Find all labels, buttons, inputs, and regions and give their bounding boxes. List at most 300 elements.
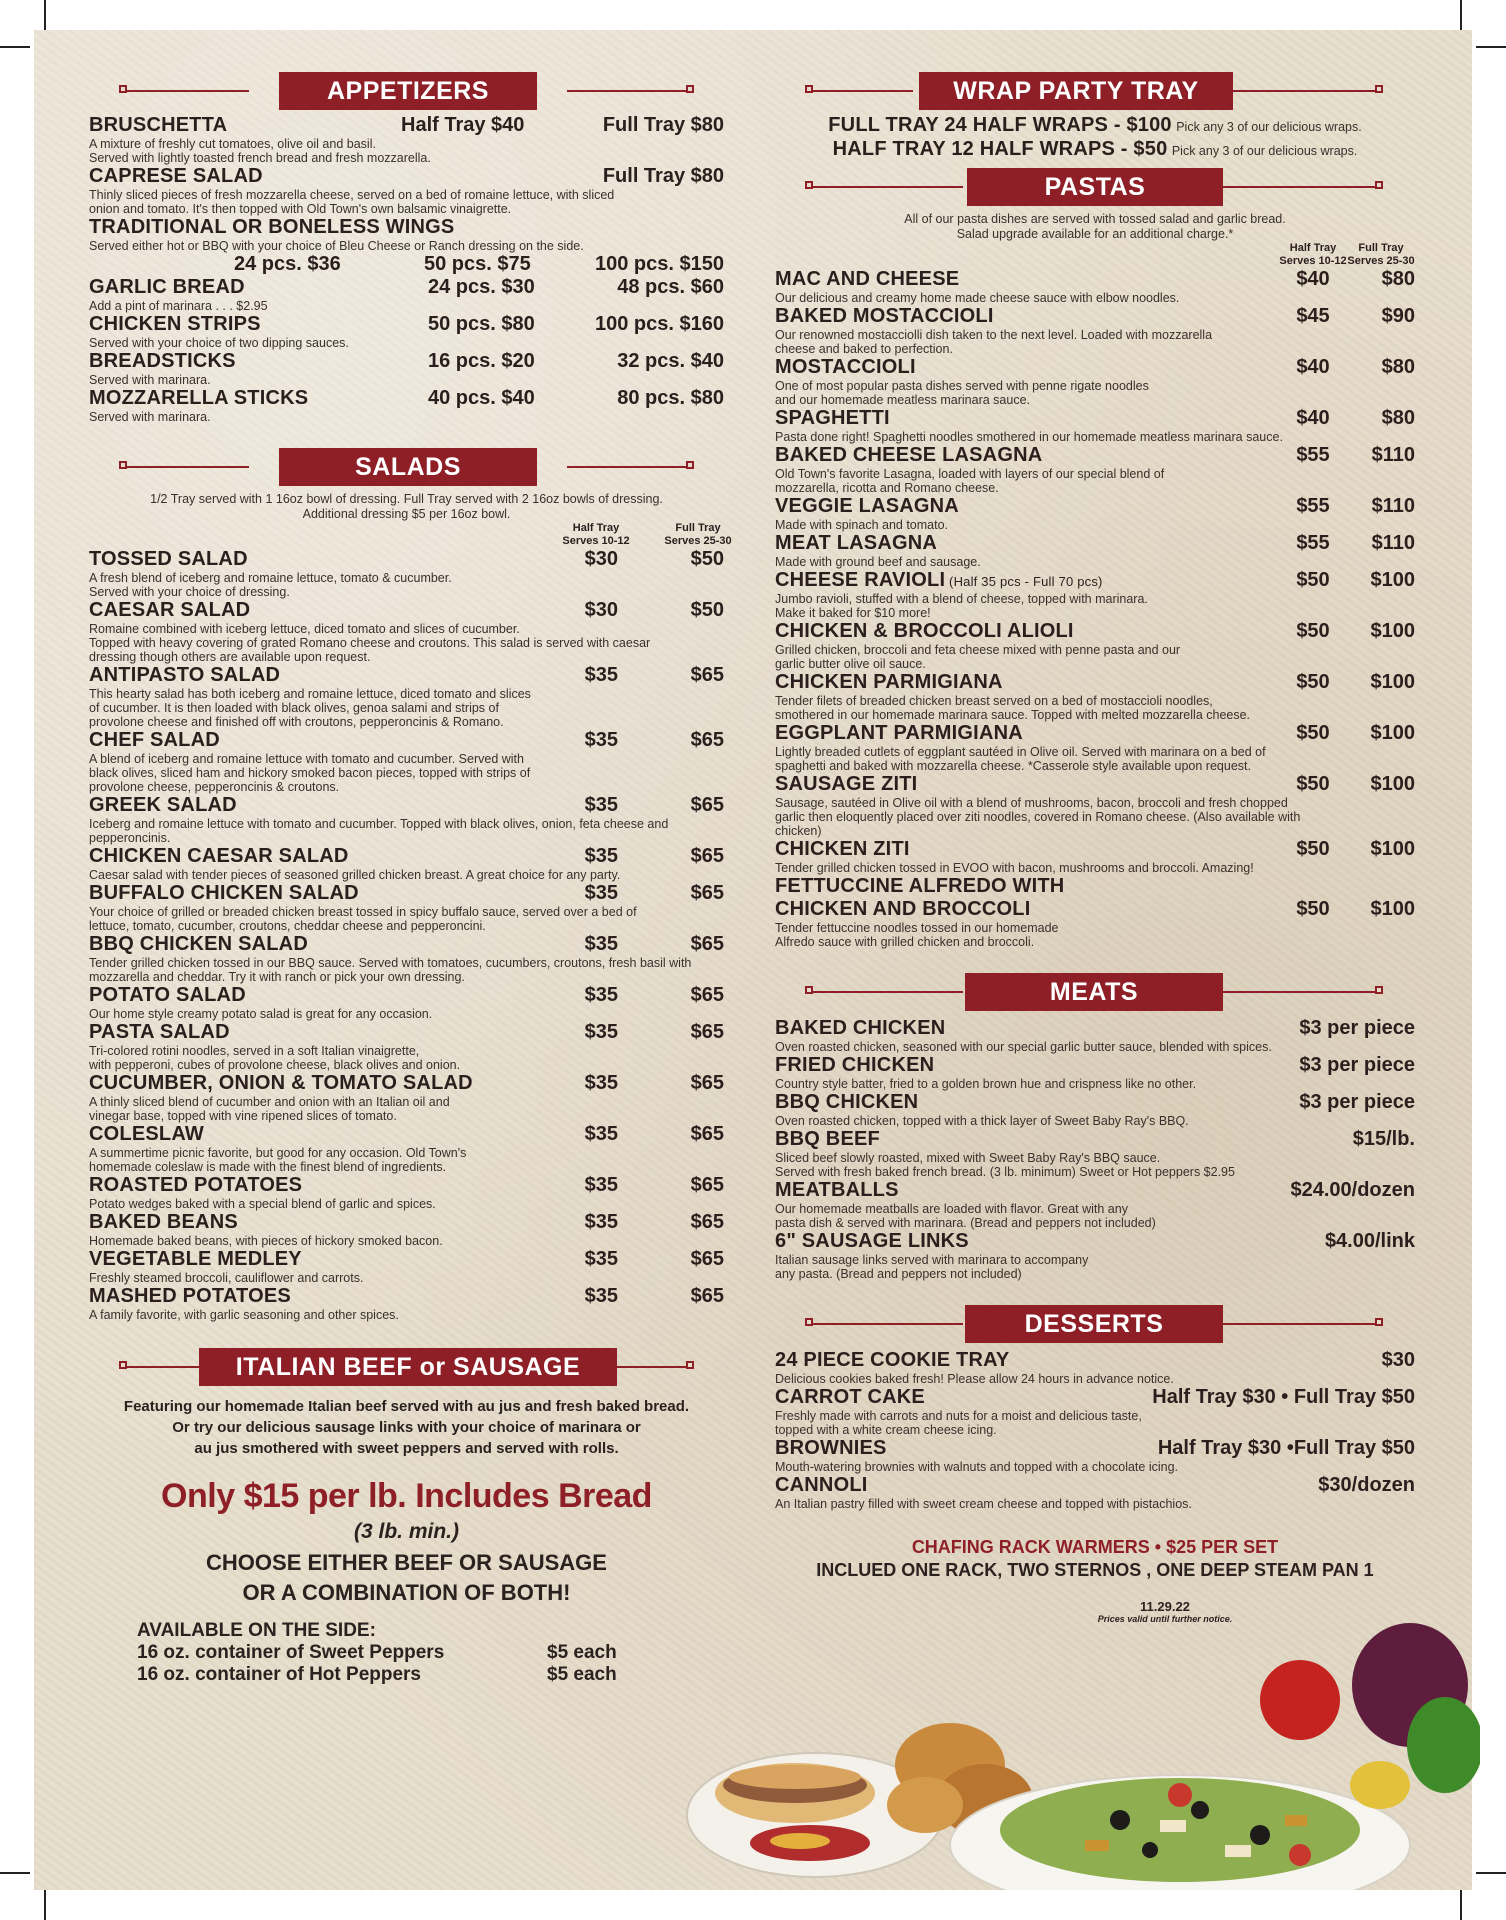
- menu-item: [89, 1072, 724, 1123]
- item-description: Oven roasted chicken, seasoned with our special garlic butter sauce, blended with spices.: [775, 1040, 1272, 1054]
- side-price: $5 each: [547, 1642, 617, 1663]
- rule-cap: [686, 85, 694, 93]
- menu-item: [775, 722, 1415, 773]
- menu-item: [89, 548, 724, 599]
- salads-note: 1/2 Tray served with 1 16oz bowl of dressing. Full Tray served with 2 16oz bowls of dressing.: [150, 492, 663, 506]
- wrap-note: Pick any 3 of our delicious wraps.: [1176, 120, 1362, 134]
- item-row: [775, 268, 1415, 291]
- item-name: BAKED MOSTACCIOLI: [775, 305, 994, 327]
- item-description: Your choice of grilled or breaded chicken breast tossed in spicy buffalo sauce, served over a bed of lettuce, tomato, cucumber, croutons, cheddar cheese and pepperoncini.: [89, 905, 637, 933]
- wrap-half-tray: HALF TRAY 12 HALF WRAPS - $50: [832, 138, 1168, 160]
- item-row: [89, 1211, 724, 1234]
- item-row: [775, 569, 1415, 592]
- item-price-half: $35: [584, 933, 618, 955]
- item-row: [89, 1174, 724, 1197]
- rule-cap: [1375, 181, 1383, 189]
- pastas-note: All of our pasta dishes are served with tossed salad and garlic bread.: [904, 212, 1286, 226]
- item-price-half: $35: [584, 984, 618, 1006]
- rule-line: [1233, 90, 1377, 92]
- item-name: CAPRESE SALAD: [89, 165, 263, 187]
- item-row: [775, 722, 1415, 745]
- item-name: TOSSED SALAD: [89, 548, 248, 570]
- beef-minimum: (3 lb. min.): [354, 1520, 459, 1543]
- item-description: Sausage, sautéed in Olive oil with a blend of mushrooms, bacon, broccoli and fresh chopped garlic then eloquently placed over ziti noodles, covered in Romano cheese. (Also available with chicken): [775, 796, 1301, 838]
- chafing-info: [775, 1537, 1415, 1581]
- section-title: PASTAS: [967, 168, 1223, 206]
- item-name: CHICKEN STRIPS: [89, 313, 261, 335]
- beef-choice-text: CHOOSE EITHER BEEF OR SAUSAGE: [206, 1550, 607, 1575]
- item-price-half: $35: [584, 1285, 618, 1307]
- rule-line: [127, 466, 249, 468]
- salads-list: [89, 548, 724, 1322]
- crop-mark: [0, 1872, 30, 1874]
- menu-item: [89, 1174, 724, 1211]
- item-name: CAESAR SALAD: [89, 599, 251, 621]
- item-row: [89, 1285, 724, 1308]
- item-price-full: $90: [1381, 305, 1415, 327]
- crop-mark: [1476, 46, 1506, 48]
- meats-list: [775, 1017, 1415, 1281]
- item-name: ROASTED POTATOES: [89, 1174, 303, 1196]
- side-title: AVAILABLE ON THE SIDE:: [137, 1620, 376, 1641]
- item-description: Served either hot or BBQ with your choice of Bleu Cheese or Ranch dressing on the side.: [89, 239, 584, 253]
- salads-header: [89, 448, 724, 486]
- item-price-half: $50: [1296, 722, 1330, 744]
- item-price: $3 per piece: [1299, 1017, 1415, 1039]
- item-price-full: $65: [690, 729, 724, 751]
- item-description: Our renowned mostacciolli dish taken to the next level. Loaded with mozzarella cheese and baked to perfection.: [775, 328, 1213, 356]
- item-price-half: $50: [1296, 773, 1330, 795]
- rule-line: [1223, 1323, 1377, 1325]
- item-price-half: $35: [584, 1174, 618, 1196]
- item-description: Country style batter, fried to a golden brown hue and crispness like no other.: [775, 1077, 1197, 1091]
- item-price-half: $35: [584, 845, 618, 867]
- menu-item: [89, 165, 724, 216]
- menu-item: [89, 216, 724, 276]
- item-name: SAUSAGE ZITI: [775, 773, 918, 795]
- item-row: [775, 838, 1415, 861]
- side-price: $5 each: [547, 1664, 617, 1685]
- rule-cap: [686, 461, 694, 469]
- item-name: TRADITIONAL OR BONELESS WINGS: [89, 216, 455, 238]
- item-row: [775, 1230, 1415, 1253]
- item-price: 24 pcs. $30: [428, 276, 535, 298]
- item-price-full: $100: [1370, 773, 1415, 795]
- item-price-full: $65: [690, 845, 724, 867]
- item-price-half: $55: [1296, 495, 1330, 517]
- item-price: Full Tray $80: [602, 165, 724, 187]
- item-description: Sliced beef slowly roasted, mixed with Sweet Baby Ray's BBQ sauce. Served with fresh baked french bread. (3 lb. minimum) Sweet or Hot peppers $2.95: [775, 1151, 1235, 1179]
- item-name: BAKED CHICKEN: [775, 1017, 946, 1039]
- wrap-full-tray: FULL TRAY 24 HALF WRAPS - $100: [828, 114, 1172, 136]
- right-column: [775, 72, 1415, 1624]
- menu-item: [775, 1054, 1415, 1091]
- chafing-detail: INCLUED ONE RACK, TWO STERNOS , ONE DEEP STEAM PAN 1: [816, 1560, 1374, 1580]
- rule-cap: [1375, 85, 1383, 93]
- side-options: [137, 1620, 724, 1686]
- rule-cap: [805, 181, 813, 189]
- item-description: Our homemade meatballs are loaded with flavor. Great with any pasta dish & served with marinara. (Bread and peppers not included): [775, 1202, 1156, 1230]
- menu-item: [775, 1437, 1415, 1474]
- menu-item: [775, 356, 1415, 407]
- item-description: This hearty salad has both iceberg and romaine lettuce, diced tomato and slices of cucumber. It is then loaded with black olives, genoa salami and strips of provolone cheese and finished off with croutons, pepperoncinis & Romano.: [89, 687, 531, 729]
- menu-item: [775, 620, 1415, 671]
- pastas-header: [775, 168, 1415, 206]
- rule-line: [127, 90, 249, 92]
- crop-mark: [1460, 1890, 1462, 1920]
- item-description: An Italian pastry filled with sweet cream cheese and topped with pistachios.: [775, 1497, 1192, 1511]
- price-validity: Prices valid until further notice.: [1097, 1614, 1233, 1624]
- item-description: Made with ground beef and sausage.: [775, 555, 981, 569]
- item-name: MOSTACCIOLI: [775, 356, 916, 378]
- item-price-full: $65: [690, 1285, 724, 1307]
- item-description: Potato wedges baked with a special blend of garlic and spices.: [89, 1197, 436, 1211]
- rule-line: [813, 991, 963, 993]
- item-name: BRUSCHETTA: [89, 114, 228, 136]
- half-tray-header: Half Tray: [1289, 242, 1337, 254]
- item-description: Served with lightly toasted french bread and fresh mozzarella.: [89, 151, 431, 165]
- item-description: Italian sausage links served with marinara to accompany any pasta. (Bread and peppers not included): [775, 1253, 1089, 1281]
- rule-line: [813, 90, 913, 92]
- menu-item: [775, 532, 1415, 569]
- rule-line: [813, 1323, 963, 1325]
- item-name-wrap: [775, 569, 1279, 592]
- item-name: SPAGHETTI: [775, 407, 890, 429]
- item-row: [89, 1248, 724, 1271]
- menu-item: [89, 933, 724, 984]
- item-name: MEATBALLS: [775, 1179, 899, 1201]
- item-name: CHICKEN CAESAR SALAD: [89, 845, 349, 867]
- half-tray-serves: Serves 10-12: [562, 535, 630, 547]
- item-price-half: $55: [1296, 532, 1330, 554]
- rule-cap: [119, 85, 127, 93]
- appetizers-header: [89, 72, 724, 110]
- item-description: A fresh blend of iceberg and romaine lettuce, tomato & cucumber. Served with your choice of dressing.: [89, 571, 452, 599]
- item-price-full: $65: [690, 1123, 724, 1145]
- item-name: VEGETABLE MEDLEY: [89, 1248, 302, 1270]
- section-title: WRAP PARTY TRAY: [919, 72, 1233, 110]
- item-price-full: $65: [690, 1021, 724, 1043]
- menu-item: [89, 599, 724, 664]
- item-price-full: $110: [1371, 444, 1415, 466]
- item-price: 48 pcs. $60: [617, 276, 724, 298]
- item-row: [89, 1072, 724, 1095]
- pastas-list: [775, 268, 1415, 875]
- item-price: $30: [1381, 1349, 1415, 1371]
- item-price-full: $65: [690, 1211, 724, 1233]
- item-price-half: $35: [584, 1072, 618, 1094]
- side-item: 16 oz. container of Sweet Peppers: [137, 1642, 445, 1663]
- item-price-full: $100: [1370, 620, 1415, 642]
- rule-cap: [119, 461, 127, 469]
- item-row: [89, 1123, 724, 1146]
- item-name: VEGGIE LASAGNA: [775, 495, 959, 517]
- item-price-half: $45: [1296, 305, 1330, 327]
- item-price-half: $50: [1296, 838, 1330, 860]
- item-name-wrap: [775, 532, 1279, 555]
- menu-item: [775, 1128, 1415, 1179]
- full-tray-serves: Serves 25-30: [664, 535, 732, 547]
- item-row: [89, 882, 724, 905]
- full-tray-header: Full Tray: [1358, 242, 1404, 254]
- item-row: [775, 1386, 1415, 1409]
- item-description: Served with your choice of two dipping sauces.: [89, 336, 349, 350]
- item-price-half: $40: [1296, 268, 1330, 290]
- rule-line: [127, 1366, 207, 1368]
- wrap-note: Pick any 3 of our delicious wraps.: [1171, 144, 1358, 158]
- rule-line: [567, 466, 687, 468]
- item-name: 6" SAUSAGE LINKS: [775, 1230, 969, 1252]
- item-price-full: $65: [690, 664, 724, 686]
- menu-item: [89, 1123, 724, 1174]
- item-name: POTATO SALAD: [89, 984, 246, 1006]
- item-price-half: $50: [1296, 569, 1330, 591]
- item-price: 100 pcs. $150: [595, 253, 724, 275]
- item-description: Add a pint of marinara . . . $2.95: [89, 299, 268, 313]
- item-price: $3 per piece: [1299, 1054, 1415, 1076]
- item-price: 50 pcs. $75: [424, 253, 531, 275]
- item-note: (Half 35 pcs - Full 70 pcs): [945, 574, 1103, 589]
- desserts-header: [775, 1305, 1415, 1343]
- item-price: 16 pcs. $20: [428, 350, 535, 372]
- item-name: FRIED CHICKEN: [775, 1054, 935, 1076]
- menu-item: [775, 305, 1415, 356]
- menu-item: [89, 1021, 724, 1072]
- crop-mark: [1460, 0, 1462, 30]
- menu-item: [775, 875, 1415, 949]
- item-price: Half Tray $30 • Full Tray $50: [1152, 1386, 1415, 1408]
- item-price-full: $65: [690, 794, 724, 816]
- rule-cap: [1375, 1318, 1383, 1326]
- item-price: 24 pcs. $36: [234, 253, 341, 275]
- item-description: A summertime picnic favorite, but good for any occasion. Old Town's homemade coleslaw is made with the finest blend of ingredients.: [89, 1146, 467, 1174]
- desserts-list: [775, 1349, 1415, 1511]
- item-row: [775, 407, 1415, 430]
- item-description: Served with marinara.: [89, 373, 211, 387]
- item-name-wrap: [775, 838, 1279, 861]
- rule-cap: [686, 1361, 694, 1369]
- item-name: CARROT CAKE: [775, 1386, 925, 1408]
- item-price: Full Tray $80: [602, 114, 724, 136]
- item-price-full: $65: [690, 933, 724, 955]
- item-row: [775, 305, 1415, 328]
- menu-item: [89, 350, 724, 387]
- rule-cap: [119, 1361, 127, 1369]
- full-tray-header: Full Tray: [675, 522, 721, 534]
- item-name: BBQ CHICKEN: [775, 1091, 919, 1113]
- item-price: 40 pcs. $40: [428, 387, 535, 409]
- item-name: BUFFALO CHICKEN SALAD: [89, 882, 359, 904]
- item-price-full: $65: [690, 882, 724, 904]
- section-title: DESSERTS: [965, 1305, 1223, 1343]
- item-description: Homemade baked beans, with pieces of hickory smoked bacon.: [89, 1234, 443, 1248]
- item-price-full: $65: [690, 1072, 724, 1094]
- menu-item: [775, 1179, 1415, 1230]
- item-price: 100 pcs. $160: [595, 313, 724, 335]
- item-name: PASTA SALAD: [89, 1021, 230, 1043]
- section-title: SALADS: [279, 448, 537, 486]
- item-name: CHEF SALAD: [89, 729, 220, 751]
- item-price-half: $40: [1296, 407, 1330, 429]
- menu-item: [775, 1091, 1415, 1128]
- item-price-full: $50: [690, 548, 724, 570]
- item-row: [775, 773, 1415, 796]
- item-description: Grilled chicken, broccoli and feta cheese mixed with penne pasta and our garlic butter olive oil sauce.: [775, 643, 1181, 671]
- item-description: Tender filets of breaded chicken breast served on a bed of mostaccioli noodles, smothered in our homemade marinara sauce. Topped with melted mozzarella cheese.: [775, 694, 1251, 722]
- tray-headers: [89, 522, 732, 548]
- item-price-full: $100: [1370, 838, 1415, 860]
- item-price-half: $35: [584, 1123, 618, 1145]
- item-description: onion and tomato. It's then topped with Old Town's own balsamic vinaigrette.: [89, 202, 512, 216]
- beef-text: Featuring our homemade Italian beef served with au jus and fresh baked bread.: [123, 1398, 690, 1415]
- rule-cap: [1375, 986, 1383, 994]
- item-price-full: $100: [1370, 898, 1415, 920]
- crop-mark: [44, 1890, 46, 1920]
- item-price: Half Tray $30 •Full Tray $50: [1157, 1437, 1415, 1459]
- side-item: 16 oz. container of Hot Peppers: [137, 1664, 421, 1685]
- item-price: $15/lb.: [1352, 1128, 1415, 1150]
- menu-item: [89, 729, 724, 794]
- menu-item: [775, 1474, 1415, 1511]
- item-description: Old Town's favorite Lasagna, loaded with layers of our special blend of mozzarella, ricotta and Romano cheese.: [775, 467, 1165, 495]
- item-row: [89, 548, 724, 571]
- section-title: ITALIAN BEEF or SAUSAGE: [199, 1348, 617, 1386]
- item-row: [89, 664, 724, 687]
- item-row: [775, 1474, 1415, 1497]
- rule-line: [1223, 186, 1377, 188]
- menu-item: [89, 1248, 724, 1285]
- rule-line: [617, 1366, 687, 1368]
- item-name: BAKED CHEESE LASAGNA: [775, 444, 1043, 466]
- item-row: [89, 845, 724, 868]
- item-price: 50 pcs. $80: [428, 313, 535, 335]
- item-name-wrap: [775, 305, 1279, 328]
- item-row: [89, 1021, 724, 1044]
- wrap-header: [775, 72, 1415, 110]
- beef-text: au jus smothered with sweet peppers and served with rolls.: [194, 1440, 619, 1457]
- item-name-wrap: [775, 407, 1279, 430]
- beef-price: Only $15 per lb. Includes Bread: [161, 1477, 652, 1515]
- item-name: ANTIPASTO SALAD: [89, 664, 281, 686]
- item-name-wrap: [775, 444, 1279, 467]
- item-row: [775, 444, 1415, 467]
- item-name: BBQ CHICKEN SALAD: [89, 933, 308, 955]
- appetizers-list: [89, 114, 724, 424]
- menu-item: [775, 569, 1415, 620]
- item-name: BROWNIES: [775, 1437, 887, 1459]
- item-price: $24.00/dozen: [1290, 1179, 1415, 1201]
- item-row: [89, 729, 724, 752]
- half-tray-header: Half Tray: [572, 522, 620, 534]
- item-price: 32 pcs. $40: [617, 350, 724, 372]
- item-price-half: $30: [584, 599, 618, 621]
- item-price: $30/dozen: [1318, 1474, 1415, 1496]
- item-price: $4.00/link: [1324, 1230, 1415, 1252]
- rule-cap: [805, 1318, 813, 1326]
- section-title: MEATS: [965, 973, 1223, 1011]
- item-name-wrap: [775, 773, 1279, 796]
- item-description: Tender grilled chicken tossed in our BBQ sauce. Served with tomatoes, cucumbers, croutons, fresh basil with mozzarella and cheddar. Try it with ranch or pick your own dressing.: [89, 956, 692, 984]
- item-name: MOZZARELLA STICKS: [89, 387, 309, 409]
- item-row: [775, 1091, 1415, 1114]
- item-row: [89, 794, 724, 817]
- beef-description: [89, 1396, 724, 1459]
- item-price-half: $50: [1296, 620, 1330, 642]
- item-row: [89, 599, 724, 622]
- item-row: [775, 671, 1415, 694]
- item-description: Iceberg and romaine lettuce with tomato and cucumber. Topped with black olives, onion, feta cheese and pepperoncinis.: [89, 817, 669, 845]
- item-row: [775, 1437, 1415, 1460]
- item-description: Tender fettuccine noodles tossed in our homemade Alfredo sauce with grilled chicken and broccoli.: [775, 921, 1059, 949]
- item-name: GREEK SALAD: [89, 794, 237, 816]
- menu-item: [775, 1230, 1415, 1281]
- item-description: Our delicious and creamy home made cheese sauce with elbow noodles.: [775, 291, 1180, 305]
- item-name-wrap: [775, 356, 1279, 379]
- item-description: A mixture of freshly cut tomatoes, olive oil and basil.: [89, 137, 376, 151]
- section-title: APPETIZERS: [279, 72, 537, 110]
- item-row: [775, 532, 1415, 555]
- item-description: Romaine combined with iceberg lettuce, diced tomato and slices of cucumber. Topped with heavy covering of grated Romano cheese and croutons. This salad is served with caesar dressing though others are available upon request.: [89, 622, 651, 664]
- item-name: BREADSTICKS: [89, 350, 236, 372]
- beef-choice: [89, 1548, 724, 1608]
- item-price-full: $100: [1370, 722, 1415, 744]
- item-price-full: $65: [690, 1248, 724, 1270]
- rule-cap: [805, 85, 813, 93]
- menu-item: [89, 664, 724, 729]
- item-description: Served with marinara.: [89, 410, 211, 424]
- item-price-half: $30: [584, 548, 618, 570]
- item-price-half: $35: [584, 1211, 618, 1233]
- item-description: Mouth-watering brownies with walnuts and topped with a chocolate icing.: [775, 1460, 1179, 1474]
- item-price-half: $50: [1296, 898, 1330, 920]
- item-description: Caesar salad with tender pieces of seasoned grilled chicken breast. A great choice for any party.: [89, 868, 621, 882]
- menu-item: [775, 495, 1415, 532]
- item-description: One of most popular pasta dishes served with penne rigate noodles and our homemade meatless marinara sauce.: [775, 379, 1149, 407]
- item-name: MAC AND CHEESE: [775, 268, 960, 290]
- item-description: A family favorite, with garlic seasoning and other spices.: [89, 1308, 399, 1322]
- menu-item: [89, 114, 724, 165]
- item-price-half: $55: [1296, 444, 1330, 466]
- item-description: Lightly breaded cutlets of eggplant sautéed in Olive oil. Served with marinara on a bed of spaghetti and baked with mozzarella cheese. *Casserole style available upon request.: [775, 745, 1266, 773]
- item-name: CHEESE RAVIOLI: [775, 569, 946, 591]
- left-column: [89, 72, 732, 1686]
- italian-beef-header: [89, 1348, 724, 1386]
- item-price-full: $110: [1371, 495, 1415, 517]
- item-price-full: $80: [1381, 407, 1415, 429]
- rule-line: [567, 90, 687, 92]
- item-price-half: $35: [584, 664, 618, 686]
- item-name-wrap: [775, 495, 1279, 518]
- menu-item: [89, 313, 724, 350]
- full-tray-serves: Serves 25-30: [1347, 255, 1415, 267]
- item-price-half: $40: [1296, 356, 1330, 378]
- item-description: Oven roasted chicken, topped with a thick layer of Sweet Baby Ray's BBQ.: [775, 1114, 1189, 1128]
- crop-mark: [44, 0, 46, 30]
- pastas-note: Salad upgrade available for an additional charge.*: [956, 227, 1234, 241]
- item-name: CHICKEN PARMIGIANA: [775, 671, 1003, 693]
- item-description: Pasta done right! Spaghetti noodles smothered in our homemade meatless marinara sauce.: [775, 430, 1283, 444]
- item-description: Tri-colored rotini noodles, served in a soft Italian vinaigrette, with pepperoni, cubes of provolone cheese, black olives and onion.: [89, 1044, 461, 1072]
- menu-item: [89, 794, 724, 845]
- item-row: [775, 1054, 1415, 1077]
- menu-item: [89, 845, 724, 882]
- item-price-full: $80: [1381, 356, 1415, 378]
- item-price-full: $100: [1370, 569, 1415, 591]
- menu-item: [89, 387, 724, 424]
- item-description: Freshly steamed broccoli, cauliflower and carrots.: [89, 1271, 364, 1285]
- meats-header: [775, 973, 1415, 1011]
- item-price: 80 pcs. $80: [617, 387, 724, 409]
